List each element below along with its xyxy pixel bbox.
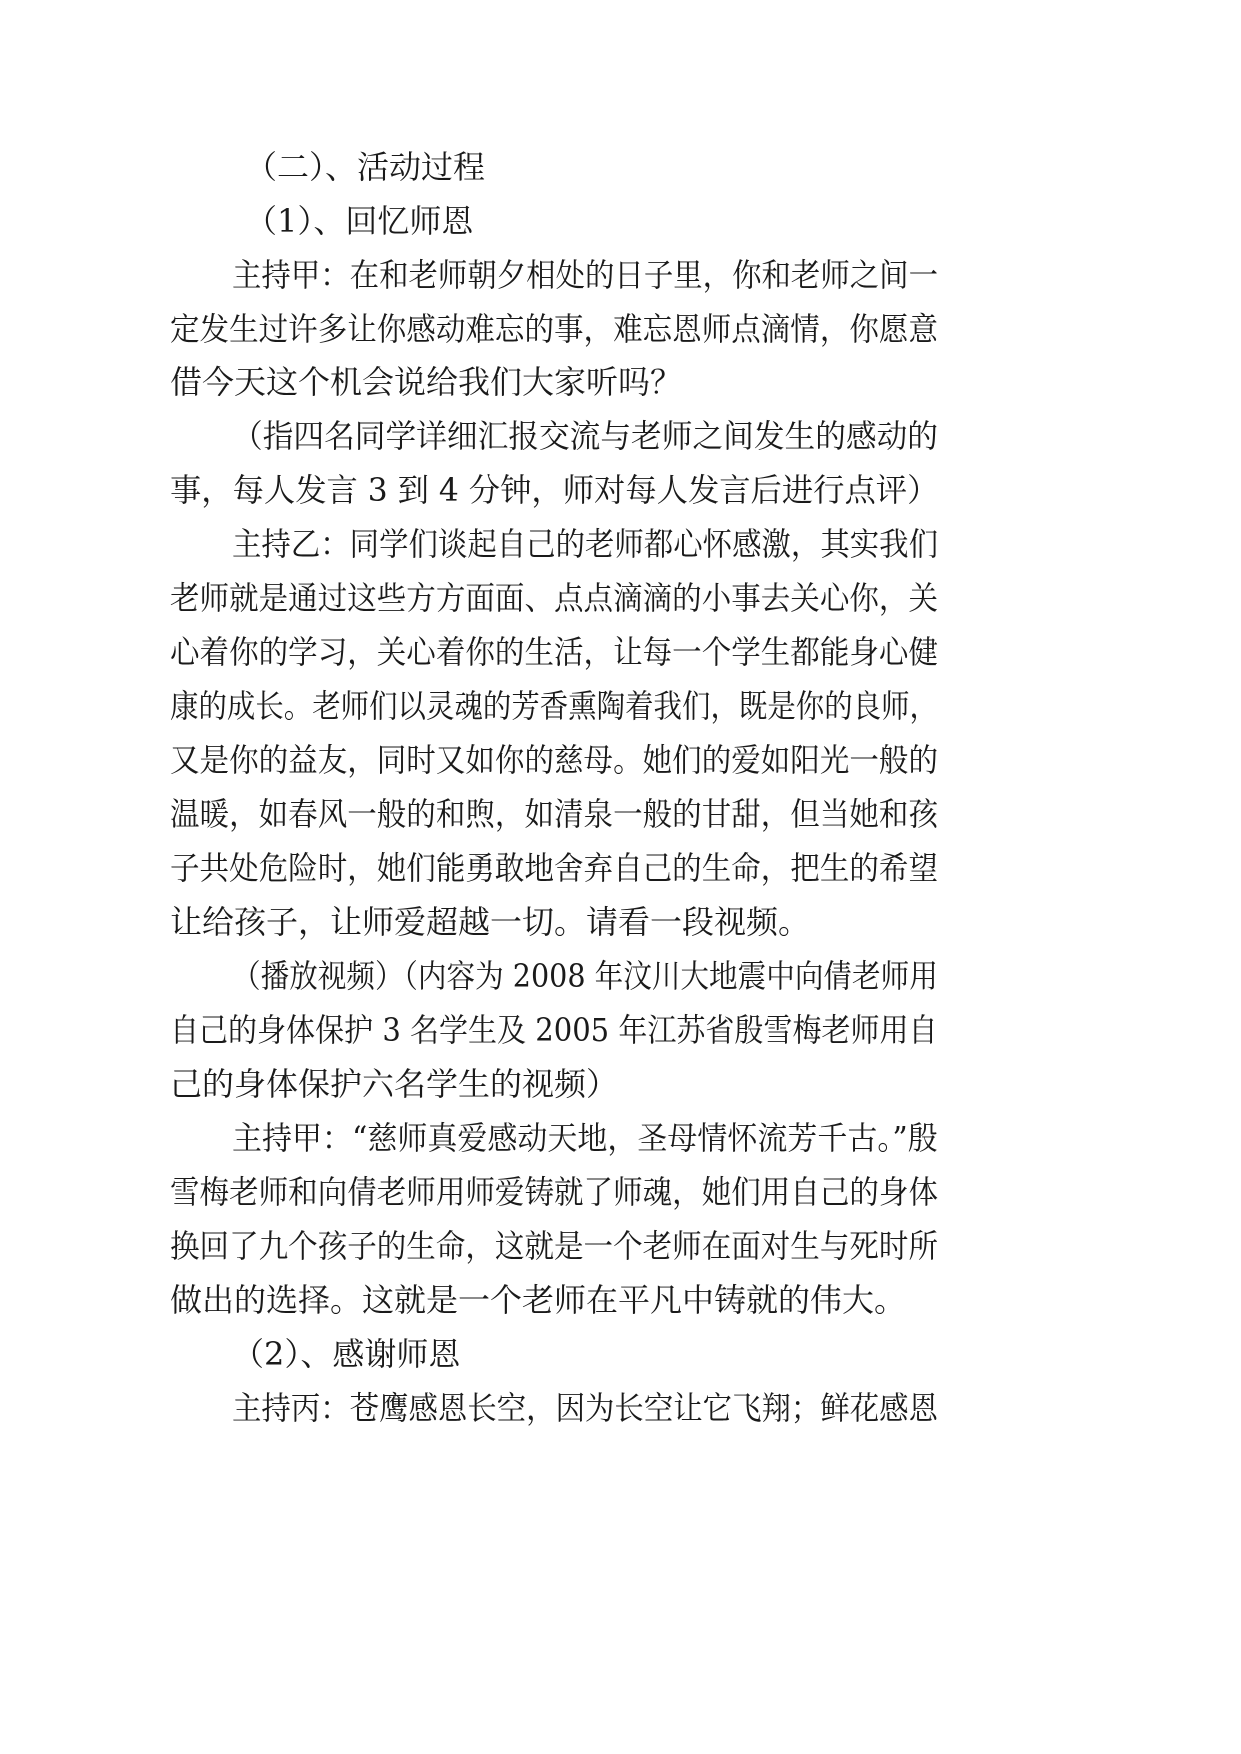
section-heading: （二）、活动过程 xyxy=(245,148,486,186)
subsection-heading: （2）、感谢师恩 xyxy=(232,1335,461,1373)
paragraph-line: 心着你的学习，关心着你的生活，让每一个学生都能身心健 xyxy=(170,633,939,671)
paragraph-line: 主持甲：在和老师朝夕相处的日子里，你和老师之间一 xyxy=(232,256,939,294)
paragraph-line: 己的身体保护六名学生的视频） xyxy=(170,1065,619,1103)
paragraph-line: （播放视频）（内容为 2008 年汶川大地震中向倩老师用 xyxy=(232,957,938,995)
paragraph-line: 做出的选择。这就是一个老师在平凡中铸就的伟大。 xyxy=(170,1281,907,1319)
paragraph-line: 事，每人发言 3 到 4 分钟，师对每人发言后进行点评） xyxy=(170,471,939,509)
paragraph-line: 老师就是通过这些方方面面、点点滴滴的小事去关心你，关 xyxy=(170,579,939,617)
paragraph-line: 主持乙：同学们谈起自己的老师都心怀感激，其实我们 xyxy=(232,525,939,563)
paragraph-line: 子共处危险时，她们能勇敢地舍弃自己的生命，把生的希望 xyxy=(170,849,939,887)
paragraph-line: 主持甲：“慈师真爱感动天地，圣母情怀流芳千古。”殷 xyxy=(232,1119,938,1157)
paragraph-line: 自己的身体保护 3 名学生及 2005 年江苏省殷雪梅老师用自 xyxy=(170,1011,938,1049)
paragraph-line: （指四名同学详细汇报交流与老师之间发生的感动的 xyxy=(232,417,939,455)
paragraph-line: 借今天这个机会说给我们大家听吗？ xyxy=(170,363,683,401)
subsection-heading: （1）、回忆师恩 xyxy=(245,202,474,240)
paragraph-line: 又是你的益友，同时又如你的慈母。她们的爱如阳光一般的 xyxy=(170,741,939,779)
paragraph-line: 康的成长。老师们以灵魂的芳香熏陶着我们，既是你的良师， xyxy=(170,687,939,725)
paragraph-line: 温暖，如春风一般的和煦，如清泉一般的甘甜，但当她和孩 xyxy=(170,795,939,833)
paragraph-line: 换回了九个孩子的生命，这就是一个老师在面对生与死时所 xyxy=(170,1227,939,1265)
paragraph-line: 雪梅老师和向倩老师用师爱铸就了师魂，她们用自己的身体 xyxy=(170,1173,939,1211)
paragraph-line: 让给孩子，让师爱超越一切。请看一段视频。 xyxy=(170,903,811,941)
paragraph-line: 主持丙：苍鹰感恩长空，因为长空让它飞翔；鲜花感恩 xyxy=(232,1389,939,1427)
paragraph-line: 定发生过许多让你感动难忘的事，难忘恩师点滴情，你愿意 xyxy=(170,310,939,348)
